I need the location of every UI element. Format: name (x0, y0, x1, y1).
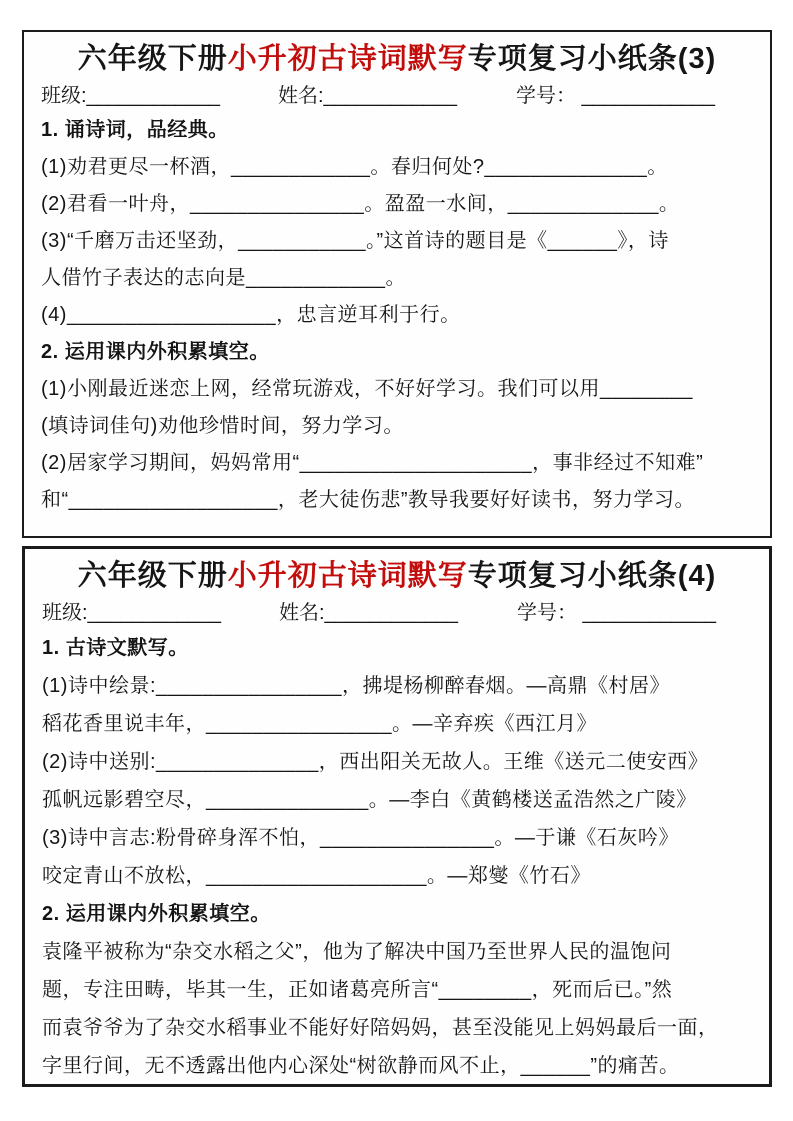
question-line: (4)__________________，忠言逆耳利于行。 (41, 304, 461, 326)
question-line: 字里行间，无不透露出他内心深处“树欲静而风不止，______”的痛苦。 (42, 1055, 680, 1077)
name-field: 姓名:____________ (279, 602, 459, 624)
section-2-heading: 2. 运用课内外积累填空。 (41, 341, 270, 363)
question-line: 稻花香里说丰年，________________。—辛弃疾《西江月》 (42, 713, 597, 735)
title-prefix: 六年级下册 (77, 43, 228, 75)
section-1-heading: 1. 古诗文默写。 (42, 637, 189, 659)
question-line: 和“__________________，老大徒伤悲”教导我要好好读书，努力学习。 (41, 489, 696, 511)
class-field: 班级:____________ (42, 602, 222, 624)
worksheet-3-title (41, 38, 753, 80)
worksheet-card-3 (22, 30, 772, 538)
title-prefix: 六年级下册 (77, 560, 228, 592)
question-line: 孤帆远影碧空尽，______________。—李白《黄鹤楼送孟浩然之广陵》 (42, 789, 697, 811)
title-highlight: 小升初古诗词默写 (227, 560, 468, 592)
question-line: (1)小刚最近迷恋上网，经常玩游戏，不好好学习。我们可以用________ (41, 378, 693, 400)
title-suffix: 专项复习小纸条(4) (467, 560, 717, 592)
question-line: (2)居家学习期间，妈妈常用“____________________，事非经过不知难” (41, 452, 704, 474)
worksheet-4-title (42, 555, 752, 597)
student-id-field: 学号： ____________ (517, 602, 717, 624)
worksheet-card-4 (22, 546, 772, 1087)
student-info-row (42, 597, 752, 629)
section-2-heading: 2. 运用课内外积累填空。 (42, 903, 271, 925)
question-line: (2)诗中送别:______________，西出阳关无故人。王维《送元二使安西》 (42, 751, 709, 773)
question-line: 袁隆平被称为“杂交水稻之父”，他为了解决中国乃至世界人民的温饱问 (42, 941, 672, 963)
title-suffix: 专项复习小纸条(3) (467, 43, 717, 75)
question-line: (填诗词佳句)劝他珍惜时间，努力学习。 (41, 415, 404, 437)
student-info-row (41, 80, 753, 112)
student-id-field: 学号： ____________ (516, 85, 716, 107)
question-line: 咬定青山不放松，___________________。—郑燮《竹石》 (42, 865, 591, 887)
name-field: 姓名:____________ (278, 85, 458, 107)
section-1-heading: 1. 诵诗词，品经典。 (41, 119, 229, 141)
question-line: (1)劝君更尽一杯酒，____________。春归何处?______________。 (41, 156, 668, 178)
question-line: (3)“千磨万击还坚劲，___________。”这首诗的题目是《______》，诗 (41, 230, 669, 252)
question-line: (1)诗中绘景:________________，拂堤杨柳醉春烟。—高鼎《村居》 (42, 675, 670, 697)
question-line: (3)诗中言志:粉骨碎身浑不怕，_______________。—于谦《石灰吟》 (42, 827, 679, 849)
question-line: 而袁爷爷为了杂交水稻事业不能好好陪妈妈，甚至没能见上妈妈最后一面， (42, 1017, 719, 1039)
question-line: (2)君看一叶舟，_______________。盈盈一水间，_____________。 (41, 193, 680, 215)
class-field: 班级:____________ (41, 85, 221, 107)
question-line: 题，专注田畴，毕其一生，正如诸葛亮所言“________，死而后已。”然 (42, 979, 673, 1001)
title-highlight: 小升初古诗词默写 (227, 43, 468, 75)
question-line: 人借竹子表达的志向是____________。 (41, 267, 406, 289)
